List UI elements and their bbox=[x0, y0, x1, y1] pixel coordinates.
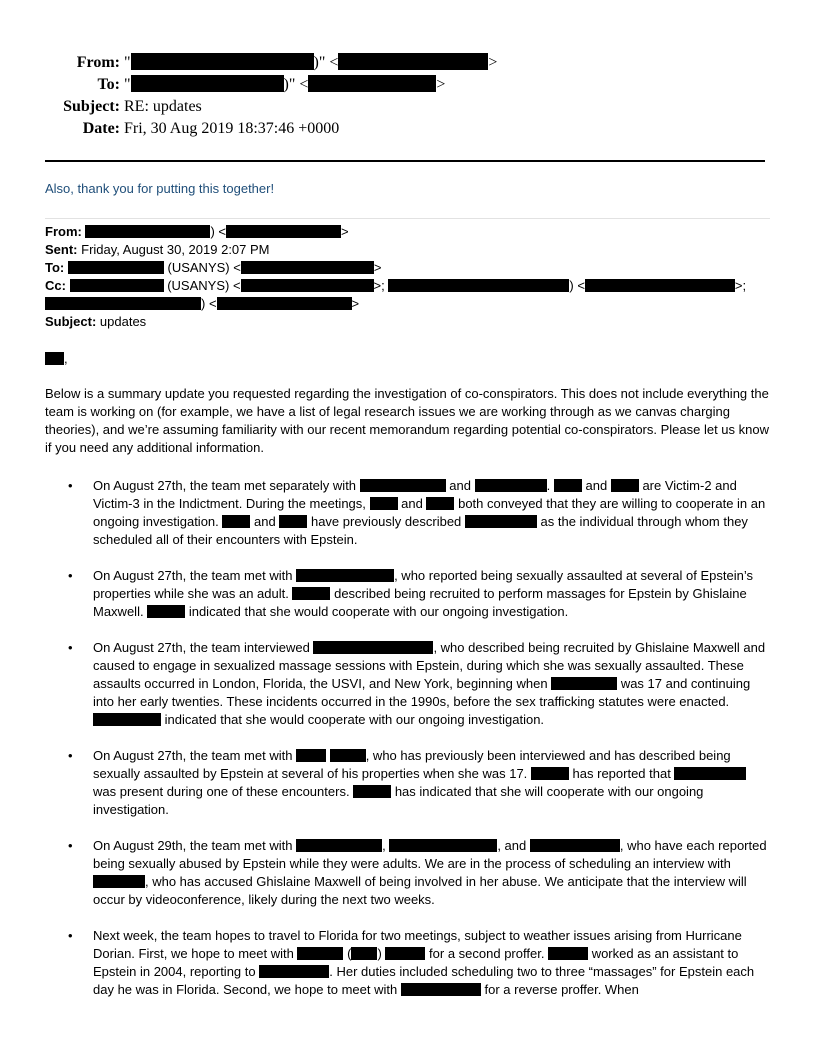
redaction bbox=[259, 965, 329, 978]
redaction bbox=[313, 641, 433, 654]
quoted-cc-row: Cc: (USANYS) < >; ) < >; bbox=[45, 278, 747, 293]
header-date-value: Fri, 30 Aug 2019 18:37:46 +0000 bbox=[124, 120, 340, 137]
header-subject-row bbox=[45, 96, 202, 118]
redaction bbox=[68, 261, 164, 274]
redaction bbox=[131, 53, 314, 70]
quoted-cc-label: Cc: bbox=[45, 278, 66, 293]
redaction bbox=[296, 749, 326, 762]
redaction bbox=[217, 297, 352, 310]
redaction bbox=[241, 261, 374, 274]
redaction bbox=[296, 569, 394, 582]
redaction bbox=[330, 749, 366, 762]
redaction bbox=[241, 279, 374, 292]
quoted-to-label: To: bbox=[45, 260, 65, 275]
redaction bbox=[222, 515, 250, 528]
redaction bbox=[370, 497, 398, 510]
intro-paragraph: Below is a summary update you requested regarding the investigation of co-conspirators. This does not include everything the team is working on (for example, we have a list of legal research issues we are working through as we canvas charging theories), and we’re assuming familiarity with our recent memorandum regarding potential co-conspirators. Please let us know if you need any additional information. bbox=[45, 386, 770, 455]
quoted-subject-label: Subject: bbox=[45, 314, 97, 329]
redaction bbox=[296, 839, 382, 852]
redaction bbox=[385, 947, 425, 960]
quoted-to-org: (USANYS) bbox=[167, 260, 230, 275]
redaction bbox=[279, 515, 307, 528]
redaction bbox=[93, 713, 161, 726]
header-date-row bbox=[45, 118, 339, 140]
header-subject-value: RE: updates bbox=[124, 98, 202, 115]
redaction bbox=[388, 279, 569, 292]
bullet-icon: • bbox=[68, 640, 73, 655]
bullet-icon: • bbox=[68, 568, 73, 583]
bullet-icon: • bbox=[68, 838, 73, 853]
bullet-icon: • bbox=[68, 478, 73, 493]
redaction bbox=[45, 297, 201, 310]
redaction bbox=[475, 479, 547, 492]
list-item: • Next week, the team hopes to travel to Florida for two meetings, subject to weather issues arising from Hurricane Dorian. First, we hope to meet with ( ) for a second proffer. worked as an assistant to Epstein in 2004, reporting to . Her duties included scheduling two to three “massages” for Epstein each day he was in Florida. Second, we hope to meet with for a reverse proffer. When bbox=[68, 928, 755, 997]
list-item: • On August 27th, the team met separately with and . and are Victim-2 and Victim-3 in the Indictment. During the meetings, and both conveyed that they are willing to cooperate in an ongoing investigation. and have previously described as the individual through whom they scheduled all of their encounters with Epstein. bbox=[68, 478, 766, 547]
quoted-from-label: From: bbox=[45, 224, 82, 239]
quoted-cc-row-2: ) < > bbox=[45, 295, 770, 313]
quoted-header bbox=[45, 223, 770, 331]
redaction bbox=[85, 225, 210, 238]
redaction bbox=[93, 875, 145, 888]
bullet-list bbox=[45, 477, 770, 1017]
list-item: • On August 27th, the team met with , who reported being sexually assaulted at several of Epstein’s properties while she was an adult. described being recruited to perform massages for Epstein by Ghislaine Maxwell. indicated that she would cooperate with our ongoing investigation. bbox=[68, 568, 753, 619]
quoted-subject-value: updates bbox=[99, 314, 147, 329]
quoted-from-row: From: ) < > bbox=[45, 224, 349, 239]
header-subject-label: Subject: bbox=[63, 98, 120, 115]
redaction bbox=[131, 75, 284, 92]
quoted-sent-value: Friday, August 30, 2019 2:07 PM bbox=[81, 242, 270, 257]
redaction bbox=[465, 515, 537, 528]
redaction bbox=[45, 352, 64, 365]
redaction bbox=[308, 75, 436, 92]
redaction bbox=[297, 947, 343, 960]
header-to-row: To: " )" < > bbox=[45, 74, 445, 96]
redaction bbox=[360, 479, 446, 492]
redaction bbox=[426, 497, 454, 510]
redaction bbox=[551, 677, 617, 690]
header-from-label: From: bbox=[76, 54, 120, 71]
salutation: , bbox=[45, 350, 68, 368]
list-item: • On August 27th, the team interviewed , who described being recruited by Ghislaine Maxwell and caused to engage in sexualized massage sessions with Epstein, during which she was sexually assaulted. These assaults occurred in London, Florida, the USVI, and New York, beginning when was 17 and continuing into her early twenties. These incidents occurred in the 1990s, before the sex trafficking statutes were enacted. indicated that she would cooperate with our ongoing investigation. bbox=[68, 640, 766, 727]
list-item: • On August 27th, the team met with , who has previously been interviewed and has described being sexually assaulted by Epstein at several of his properties when she was 17. has reported that was present during one of these encounters. has indicated that she will cooperate with our ongoing investigation. bbox=[45, 747, 770, 819]
list-item: • On August 29th, the team met with , , and , who have each reported being sexually abused by Epstein while they were adults. We are in the process of scheduling an interview with , who has accused Ghislaine Maxwell of being involved in her abuse. We anticipate that the interview will occur by videoconference, likely during the next two weeks. bbox=[68, 838, 767, 907]
redaction bbox=[70, 279, 164, 292]
quoted-cc-org: (USANYS) bbox=[167, 278, 230, 293]
redaction bbox=[548, 947, 588, 960]
quoted-divider bbox=[45, 218, 770, 219]
redaction bbox=[585, 279, 735, 292]
quoted-to-row: To: (USANYS) < > bbox=[45, 260, 382, 275]
reply-text: Also, thank you for putting this together! bbox=[45, 181, 275, 196]
quoted-subject-row bbox=[45, 313, 770, 331]
header-date-label: Date: bbox=[82, 120, 120, 137]
redaction bbox=[531, 767, 569, 780]
redaction bbox=[401, 983, 481, 996]
quoted-sent-row bbox=[45, 241, 770, 259]
header-divider bbox=[45, 160, 765, 162]
header-to-label: To: bbox=[97, 76, 120, 93]
redaction bbox=[351, 947, 377, 960]
redaction bbox=[147, 605, 185, 618]
header-from-row: From: " )" < > bbox=[45, 52, 497, 74]
redaction bbox=[338, 53, 488, 70]
redaction bbox=[389, 839, 497, 852]
bullet-icon: • bbox=[68, 748, 73, 763]
redaction bbox=[530, 839, 620, 852]
redaction bbox=[353, 785, 391, 798]
redaction bbox=[554, 479, 582, 492]
redaction bbox=[226, 225, 341, 238]
redaction bbox=[292, 587, 330, 600]
bullet-icon: • bbox=[68, 928, 73, 943]
redaction bbox=[674, 767, 746, 780]
redaction bbox=[611, 479, 639, 492]
quoted-sent-label: Sent: bbox=[45, 242, 78, 257]
